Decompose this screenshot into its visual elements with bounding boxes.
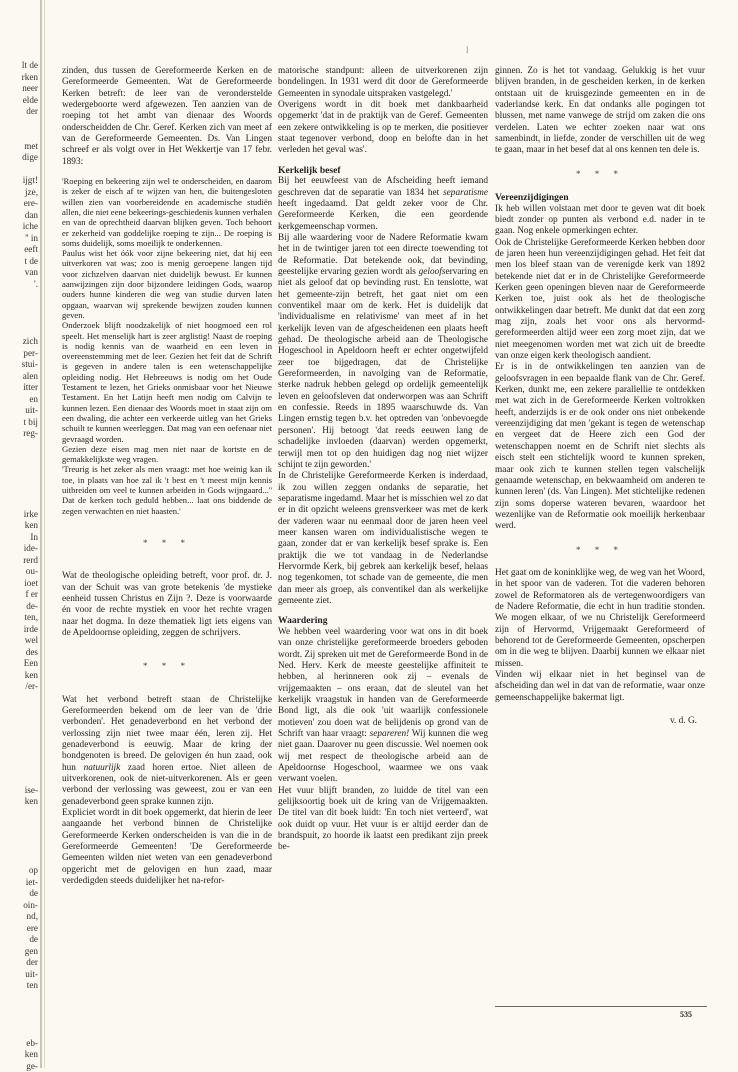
edge-text-line: stui- (0, 359, 38, 371)
section-divider: * * * (62, 538, 272, 549)
edge-text-line: eeft (0, 244, 38, 256)
edge-text-line: '' in (0, 233, 38, 245)
edge-text-line: irke (0, 509, 38, 521)
edge-text-line: In (0, 532, 38, 544)
edge-text-line (0, 739, 38, 751)
text-run: Wat het verbond betreft staan de Christelijke Gereformeerden bekend om de leer van de 'drie verbonden'. Het genadeverbond en het verbond der verlossing zijn niet twee maar één, leren zij. Het genadeverbond is eeuwig. Maar de kring der bondgenoten is breed. De gelovigen én hun zaad, ook hun (62, 695, 272, 773)
edge-text-line (0, 302, 38, 314)
column-2 (278, 66, 488, 854)
edge-text-line (0, 129, 38, 141)
paragraph: Vinden wij elkaar niet in het beginsel van de afscheiding dan wel in dat van de reformatie, waar onze gemeenschappelijke bakermat ligt. (495, 670, 705, 704)
edge-text-line: op (0, 865, 38, 877)
edge-text-line: jze, (0, 187, 38, 199)
paragraph: ginnen. Zo is het tot vandaag. Gelukkig is het vuur blijven branden, in de gescheiden kerken, in de kerken ontstaan uit de kruisgezinde gemeenten en in de vaderlandse kerk. En dat ondanks alle pogingen tot blussen, met name vanwege de strijd om zaken die ons verdelen. Laten we echter zoeken naar wat ons samenbindt, in liefde, zonder de verschillen uit de weg te gaan, maar in het besef dat al ons kennen ten dele is. (495, 66, 705, 157)
edge-text-line: met (0, 141, 38, 153)
paragraph: Wat de theologische opleiding betreft, voor prof. dr. J. van der Schuit was van grote betekenis 'de mystieke eenheid tussen Christus en Zijn ?. Deze is voorwaarde én voor de rechte mystiek en voor het rechte vragen naar het dogma. In deze thematiek ligt iets eigens van de Apeldoornse opleiding, zeggen de schrijvers. (62, 571, 272, 639)
edge-text-line: per- (0, 348, 38, 360)
signature: v. d. G. (495, 716, 705, 727)
edge-text-line: reg- (0, 428, 38, 440)
edge-text-line (0, 325, 38, 337)
edge-text-line: elde (0, 95, 38, 107)
edge-text-line: ken (0, 670, 38, 682)
edge-text-line (0, 1003, 38, 1015)
edge-text-line: en (0, 394, 38, 406)
edge-text-line: nd, (0, 911, 38, 923)
edge-text-line: dan (0, 210, 38, 222)
edge-text-line: de (0, 888, 38, 900)
quote-paragraph: 'Roeping en bekeering zijn wel te onderscheiden, en daarom is zeker de eisch af te wijzen van hen, die buitengesloten willen zien van voorbereidende en academische studiën allen, die niet eene bekeerings-geschiedenis kunnen verhalen en van de oprechtheid daarvan blijken geven. Toch behoort er zekerheid van goddelijke roeping te zijn... De roeping is soms duidelijk, soms moeilijk te onderkennen. (62, 176, 272, 248)
edge-text-line (0, 992, 38, 1004)
quote-block (62, 176, 272, 516)
edge-text-line (0, 486, 38, 498)
paragraph (278, 627, 488, 786)
section-heading: Waardering (278, 615, 488, 627)
emphasis: natuurlijk (84, 763, 121, 773)
edge-text-line (0, 118, 38, 130)
edge-text-line (0, 727, 38, 739)
edge-text-line (0, 762, 38, 774)
edge-text-line (0, 842, 38, 854)
paragraph (278, 233, 488, 471)
emphasis: geloofs (419, 267, 446, 277)
edge-text-line: eb- (0, 1038, 38, 1050)
column-1 (62, 66, 272, 887)
text-run: zaad horen ertoe. Niet alleen de uitverkorenen, ook de niet-uitverkorenen. Als er geen verbond der verlossing was geweest, zou er van een genadeverbond geen sprake kunnen zijn. (62, 763, 272, 807)
paragraph: Het vuur blijft branden, zo luidde de titel van een gelijksoortig boek uit de kring van de Vrijgemaakten. De titel van dit boek luidt: 'En toch niet verteerd', wat ook duidt op vuur. Het vuur is er altijd eerder dan de brandspuit, zo hoorde ik laatst een predikant zijn preek be- (278, 786, 488, 854)
edge-text-line: t de (0, 256, 38, 268)
edge-text-line: ken (0, 796, 38, 808)
edge-text-line (0, 451, 38, 463)
edge-text-line (0, 463, 38, 475)
edge-text-line: ere (0, 923, 38, 935)
edge-text-line: de (0, 934, 38, 946)
edge-text-line: lt de (0, 60, 38, 72)
quote-paragraph: Onderzoek blijft noodzakelijk of niet hoogmoed een rol speelt. Het menselijk hart is zeer arglistig! Naast de roeping is nodig kennis van de waarheid en een leven in overeenstemming met de leer. Gezien het feit dat de Schrift is gegeven in andere talen is een wetenschappelijke opleiding nodig. Het Hebreeuws is nodig om het Oude Testament te lezen, het Grieks onmisbaar voor het Nieuwe Testament. En het Latijn heeft men nodig om Calvijn te kunnen lezen. Een dienaar des Woords moet in staat zijn om een dwaling, die achter een verkeerde uitleg van het Grieks schuilt te kunnen weerleggen. Dat mag van een oefenaar niet gevraagd worden. (62, 320, 272, 444)
edge-text-line: de- (0, 601, 38, 613)
page-fold (40, 0, 42, 1068)
edge-text-line (0, 440, 38, 452)
edge-text-line: des (0, 647, 38, 659)
edge-text-line (0, 704, 38, 716)
paragraph: Overigens wordt in dit boek met dankbaarheid opgemerkt 'dat in de praktijk van de Geref. Gemeenten een zekere ontwikkeling is op te merken, die positiever staat tegenover verbond, doop en belofte dan in het verleden het geval was'. (278, 100, 488, 157)
edge-text-line: wel (0, 635, 38, 647)
edge-text-line (0, 290, 38, 302)
top-mark: l (466, 45, 469, 55)
edge-text-line: ken (0, 520, 38, 532)
text-run: ervaring en niet als geloof dat op bevinding rust. En tenslotte, wat het gemeente-zijn betreft, het gaat niet om een conventikel maar om de kerk. Het is duidelijk dat 'individualisme en relativisme' van meet af in het kerkelijk leven van de afgescheidenen een plaats heeft gehad. De theologische arbeid aan de Theologische Hogeschool in Apeldoorn heeft er echter ongetwijfeld zeer toe bijgedragen, dat de Christelijke Gereformeerden, in navolging van de Reformatie, sterke nadruk hebben gelegd op ordelijk gemeentelijk leven en geloofsleven dat onderworpen was aan Schrift en confessie. Reeds in 1895 waarschuwde ds. Van Lingen ernstig tegen b.v. het optreden van 'onbevoegde personen'. Hij betoogt 'dat reeds eeuwen lang de schadelijke invloeden (daarvan) werden opgemerkt, terwijl men tot op den huidigen dag nog niet wijzer schijnt te zijn geworden.' (278, 267, 488, 470)
edge-text-line (0, 497, 38, 509)
edge-text-line (0, 474, 38, 486)
emphasis: separatisme (443, 188, 488, 198)
edge-text-line: ide- (0, 543, 38, 555)
edge-text-line: der (0, 957, 38, 969)
edge-text-line (0, 808, 38, 820)
edge-text-line: rerd (0, 555, 38, 567)
edge-text-line: '. (0, 279, 38, 291)
paragraph: Het gaat om de koninklijke weg, de weg van het Woord, in het spoor van de vaderen. Tot die vaderen behoren zowel de Reformatoren als de vertegenwoordigers van de Nadere Reformatie, die echt in hun traditie stonden. We mogen elkaar, of we nu Christelijk Gereformeerd zijn of Hervormd, Vrijgemaakt Gereformeerd of behorend tot de Gereformeerde Gemeenten, opscherpen om in die weg te blijven. Daarbij kunnen we elkaar niet missen. (495, 568, 705, 670)
paragraph (62, 695, 272, 808)
edge-text-line (0, 716, 38, 728)
paragraph: zinden, dus tussen de Gereformeerde Kerken en de Gereformeerde Gemeenten. Wat de Gereformeerde Kerken betreft: de leer van de veronderstelde wedergeboorte werd afgewezen. Ten aanzien van de roeping tot het ambt van dienaar des Woords onderscheidden de Chr. Geref. Kerken zich van meet af van de Gereformeerde Gemeenten. Ds. Van Lingen schreef er als volgt over in Het Wekkertje van 17 febr. 1893: (62, 66, 272, 168)
edge-text-line: ioet (0, 578, 38, 590)
edge-text-line: ten, (0, 612, 38, 624)
edge-text-line: ere- (0, 198, 38, 210)
edge-text-line: alen (0, 371, 38, 383)
edge-text-line: ise- (0, 785, 38, 797)
edge-text-line: ken (0, 1049, 38, 1061)
edge-text-line: ijgt! (0, 175, 38, 187)
left-page-edge-text (0, 60, 38, 1072)
edge-text-line: ou- (0, 566, 38, 578)
edge-text-line (0, 693, 38, 705)
edge-text-line: irde (0, 624, 38, 636)
edge-text-line: dige (0, 152, 38, 164)
edge-text-line: van (0, 267, 38, 279)
section-divider: * * * (495, 545, 705, 556)
text-run: We hebben veel waardering voor wat ons in dit boek van onze christelijke gereformeerde broeders geboden wordt. Zij spreken uit met de Gereformeerde Bond in de Ned. Herv. Kerk de meeste geestelijke affiniteit te hebben, al herinneren ook zij – evenals de vrijgemaakten – ons eraan, dat de sleutel van het kerkelijk vraagstuk in handen van de Gereformeerde Bond ligt, als die ook 'uit waarlijk confessionele motieven' zou doen wat de belijdenis op grond van de Schrift van haar vraagt: (278, 627, 488, 739)
edge-text-line (0, 164, 38, 176)
paragraph: Ik heb willen volstaan met door te geven wat dit boek biedt zonder op punten als verbond e.d. nader in te gaan. Nog enkele opmerkingen echter. (495, 204, 705, 238)
edge-text-line: itter (0, 382, 38, 394)
page-fold-shadow (44, 0, 45, 1068)
emphasis: separeren! (370, 729, 410, 739)
edge-text-line: der (0, 106, 38, 118)
quote-paragraph: Paulus wist het óók voor zijne bekeering niet, dat hij een uitverkoren vat was; zoo is menig geroepene langen tijd voor zichzelven daarvan niet duidelijk bewust. Er kunnen aanwijzingen zijn door bijzondere leidingen Gods, waarop ouders hunne kinderen die weg van studie durven laten opgaan, waarvan wij sprekende bewijzen zouden kunnen geven. (62, 248, 272, 320)
edge-text-line (0, 854, 38, 866)
edge-text-line: zich (0, 336, 38, 348)
column-3 (495, 66, 705, 727)
paragraph: matorische standpunt: alleen de uitverkorenen zijn bondelingen. In 1931 werd dit door de Gereformeerde Gemeenten in synodale uitspraken vastgelegd.' (278, 66, 488, 100)
paragraph: Expliciet wordt in dit boek opgemerkt, dat hierin de leer aangaande het verbond binnen de Christelijke Gereformeerde Kerken onderscheiden is van die in de Gereformeerde Gemeenten! 'De Gereformeerde Gemeenten wilden niet weten van een genadeverbond opgericht met de gelovigen en hun zaad, maar verdedigden steeds duidelijker het na-refor- (62, 808, 272, 887)
edge-text-line (0, 1026, 38, 1038)
edge-text-line (0, 773, 38, 785)
edge-text-line (0, 831, 38, 843)
edge-text-line (0, 313, 38, 325)
section-heading: Kerkelijk besef (278, 165, 488, 177)
edge-text-line: ten (0, 980, 38, 992)
paragraph: Ook de Christelijke Gereformeerde Kerken hebben door de jaren heen hun vereenzijdigingen gehad. Het feit dat men los bleef staan van de verenigde kerk van 1892 betekende niet dat er in de Christelijke Gereformeerde Kerken geen openingen bleven naar de Gereformeerde Kerken toe, juist ook als het de theologische ontwikkelingen daar betreft. Me dunkt dat dat een zorg mag zijn, zoals het voor ons als hervormd-gereformeerden altijd weer een zorg moet zijn, dat we niet meegenomen worden met wat zich uit de breedte van onze eigen kerk theologisch aandient. (495, 238, 705, 363)
edge-text-line: oin- (0, 900, 38, 912)
text-run: Bij het eeuwfeest van de Afscheiding heeft iemand geschreven dat de separatie van 1834 het (278, 176, 488, 197)
edge-text-line: f er (0, 589, 38, 601)
edge-text-line (0, 750, 38, 762)
paragraph: Er is in de ontwikkelingen ten aanzien van de geloofsvragen in een bepaalde flank van de Chr. Geref. Kerken, dunkt me, een zekere parallellie te ontdekken met wat zich in de Gereformeerde Kerken voltrokken heeft, anderzijds is er de ook onder ons niet onbekende vereenzijdiging dat men 'gekant is tegen de wetenschap en vergeet dat de Heere zich een God der wetenschappen noemt en de Schrift niet slechts als eisch stelt een stichtelijk woord te kunnen spreken, maar ook zich te kunnen stellen tegen valschelijk genaamde wetenschap, en bekwaamheid om anderen te kunnen leren' (ds. Van Lingen). Met stichtelijke redenen zijn soms doperse wateren bevaren, waardoor het wezenlijke van de Reformatie ook moeilijk herkenbaar werd. (495, 362, 705, 532)
paragraph (278, 176, 488, 233)
edge-text-line: uit- (0, 405, 38, 417)
section-divider: * * * (495, 169, 705, 180)
edge-text-line: ge- (0, 1061, 38, 1072)
paragraph: In de Christelijke Gereformeerde Kerken is inderdaad, ik zou willen zeggen ondanks de separatie, het separatisme ingedamd. Maar het is misschien wel zo dat er in dit opzicht weleens grensverkeer was met de kerk der vaderen waar nu eenmaal door de jaren heen veel meer kansen waren om individualistische wegen te gaan, zonder dat er van kerkelijk besef sprake is. Een praktijk die we tot vandaag in de Nederlandse Hervormde Kerk, bij gebrek aan kerkelijk besef, helaas nog tegenkomen, tot schade van de gemeente, die men dan meer als groep, als conventikel dan als werkelijke gemeente ziet. (278, 471, 488, 607)
footer-rule (495, 1006, 707, 1007)
edge-text-line: iet- (0, 877, 38, 889)
edge-text-line: Een (0, 658, 38, 670)
text-run: heeft ingedaamd. Dat geldt zeker voor de Chr. Gereformeerde Kerken, die een geordende kerkgemeenschap vormen. (278, 199, 488, 232)
edge-text-line: iche (0, 221, 38, 233)
edge-text-line: uit- (0, 969, 38, 981)
edge-text-line (0, 1015, 38, 1027)
edge-text-line: gen (0, 946, 38, 958)
edge-text-line: rken (0, 72, 38, 84)
edge-text-line: t bij (0, 417, 38, 429)
edge-text-line: neer (0, 83, 38, 95)
quote-paragraph: Gezien deze eisen mag men niet naar de kortste en de gemakkelijkste weg vragen. (62, 444, 272, 465)
section-divider: * * * (62, 661, 272, 672)
text-run: Wij kunnen die weg niet gaan. Daarover nu geen discussie. Wel noemen ook wij met respect de theologische arbeid aan de Apeldoornse Hogeschool, waarmee we ons vaak verwant voelen. (278, 729, 488, 784)
page-number: 535 (680, 1010, 692, 1019)
quote-paragraph: 'Treurig is het zeker als men vraagt: met hoe weinig kan ik toe, in plaats van hoe zal ik 't best en 't meest mijn kennis uitbreiden om veel te kunnen arbeiden in Gods wijngaard...'' Dat de kerken toch geduld hebben... laat ons biddende de zegen verwachten en niet haasten.' (62, 464, 272, 515)
text-run: Bij alle waardering voor de Nadere Reformatie kwam het in de twintiger jaren tot een directe toewending tot de Reformatie. Dat betekende ook, dat bevinding, geestelijke ervaring gezien wordt als (278, 233, 488, 277)
section-heading: Vereenzijdigingen (495, 192, 705, 204)
edge-text-line: /er- (0, 681, 38, 693)
edge-text-line (0, 819, 38, 831)
